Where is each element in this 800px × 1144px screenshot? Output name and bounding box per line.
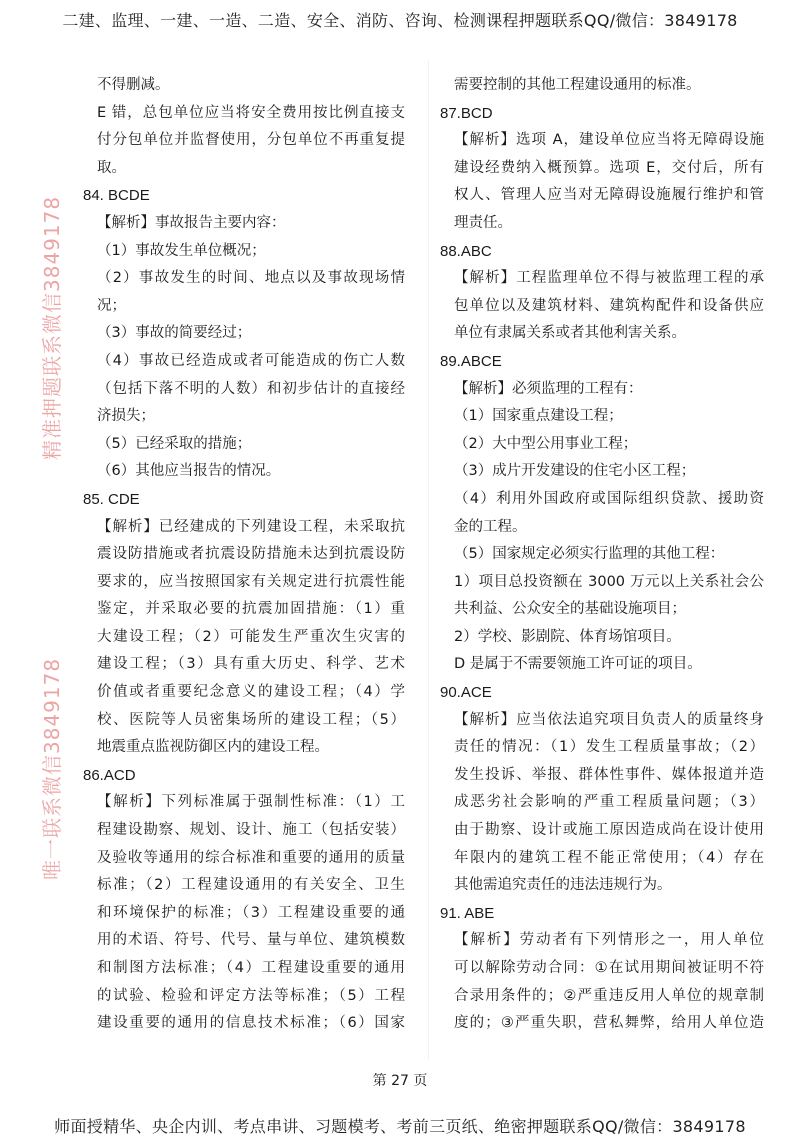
text-line: （5）已经采取的措施； (97, 435, 252, 452)
text-line: 成恶劣社会影响的严重工程质量问题；（3） (454, 794, 764, 811)
text-line: 【解析】已经建成的下列建设工程，未采取抗 (97, 518, 405, 535)
text-line: 建设经费纳入概预算。选项 E，交付后，所有 (454, 159, 764, 176)
text-line: 理责任。 (454, 214, 512, 231)
text-line: 【解析】劳动者有下列情形之一，用人单位 (454, 932, 764, 949)
header-banner: 二建、监理、一建、一造、二造、安全、消防、咨询、检测课程押题联系QQ/微信：3849178 (62, 11, 738, 30)
text-line: 的试验、检验和评定方法等标准；（5）工程 (97, 987, 405, 1004)
text-line: 大建设工程；（2）可能发生严重次生灾害的 (97, 628, 405, 645)
text-line: 包单位以及建筑材料、建筑构配件和设备供应 (454, 297, 764, 314)
text-line: 共利益、公众安全的基础设施项目； (454, 601, 686, 618)
text-line: 价值或者重要纪念意义的建设工程；（4）学 (97, 684, 405, 701)
answer-heading: 90.ACE (440, 684, 492, 702)
text-line: （4）利用外国政府或国际组织贷款、援助资 (454, 490, 764, 507)
right-column (440, 72, 764, 1038)
text-line: 地震重点监视防御区内的建设工程。 (97, 739, 329, 756)
answer-heading: 88.ABC (440, 242, 492, 260)
text-line: 发生投诉、举报、群体性事件、媒体报道并造 (454, 766, 764, 783)
text-line: 年限内的建筑工程不能正常使用；（4）存在 (454, 849, 764, 866)
text-line: 2）学校、影剧院、体育场馆项目。 (454, 628, 681, 645)
text-line: （1）国家重点建设工程； (454, 408, 623, 425)
text-line: 和制图方法标准；（4）工程建设重要的通用 (97, 960, 405, 976)
text-line: E 错，总包单位应当将安全费用按比例直接支 (97, 104, 405, 121)
text-line: 要求的，应当按照国家有关规定进行抗震性能 (97, 573, 405, 590)
watermark: 唯一联系微信3849178 (40, 657, 64, 880)
text-line: 【解析】工程监理单位不得与被监理工程的承 (454, 270, 764, 287)
text-line: 合录用条件的；②严重违反用人单位的规章制 (454, 987, 764, 1004)
text-line: 标准；（2）工程建设通用的有关安全、卫生 (97, 877, 405, 894)
text-line: （包括下落不明的人数）和初步估计的直接经 (97, 380, 405, 397)
text-line: 校、医院等人员密集场所的建设工程；（5） (97, 711, 405, 728)
answer-heading: 89.ABCE (440, 352, 502, 370)
column-divider (428, 60, 429, 1060)
text-line: 震设防措施或者抗震设防措施未达到抗震设防 (97, 546, 405, 563)
answer-heading: 91. ABE (440, 904, 495, 922)
text-line: 及验收等通用的综合标准和重要的通用的质量 (97, 849, 405, 866)
text-line: 付分包单位并监督使用，分包单位不再重复提 (97, 132, 405, 149)
text-line: 用的术语、符号、代号、量与单位、建筑模数 (97, 932, 405, 949)
text-line: 【解析】必须监理的工程有： (454, 380, 643, 397)
text-line: 济损失； (97, 408, 155, 425)
answer-heading: 86.ACD (83, 766, 136, 784)
page-number: 第 27 页 (372, 1073, 428, 1089)
text-line: （3）成片开发建设的住宅小区工程； (454, 463, 696, 480)
text-line: 程建设勘察、规划、设计、施工（包括安装） (97, 822, 405, 839)
answer-heading: 84. BCDE (83, 187, 150, 205)
text-line: 【解析】选项 A，建设单位应当将无障碍设施 (454, 132, 764, 149)
text-line: 1）项目总投资额在 3000 万元以上关系社会公 (454, 573, 764, 590)
text-line: 鉴定，并采取必要的抗震加固措施：（1）重 (97, 601, 405, 618)
text-line: （3）事故的简要经过； (97, 325, 252, 342)
text-line: 单位有隶属关系或者其他利害关系。 (454, 325, 686, 342)
text-line: 【解析】下列标准属于强制性标准：（1）工 (97, 794, 405, 811)
text-line: 责任的情况：（1）发生工程质量事故；（2） (454, 739, 764, 756)
text-line: （2）事故发生的时间、地点以及事故现场情 (97, 270, 405, 287)
text-line: （6）其他应当报告的情况。 (97, 463, 281, 480)
text-line: D 是属于不需要领施工许可证的项目。 (454, 656, 702, 673)
text-line: 况； (97, 297, 126, 314)
text-line: 建设工程；（3）具有重大历史、科学、艺术 (97, 656, 405, 673)
text-line: （5）国家规定必须实行监理的其他工程： (454, 546, 725, 563)
text-line: 权人、管理人应当对无障碍设施履行维护和管 (454, 187, 764, 204)
left-column (83, 72, 405, 1038)
text-line: 不得删减。 (97, 77, 170, 93)
text-line: 建设重要的通用的信息技术标准；（6）国家 (97, 1015, 405, 1032)
text-line: 需要控制的其他工程建设通用的标准。 (454, 77, 701, 93)
text-line: 金的工程。 (454, 518, 527, 535)
text-line: （4）事故已经造成或者可能造成的伤亡人数 (97, 352, 405, 369)
answer-heading: 85. CDE (83, 490, 140, 508)
text-line: （1）事故发生单位概况； (97, 242, 266, 259)
text-line: 度的；③严重失职，营私舞弊，给用人单位造 (454, 1015, 764, 1032)
footer-banner: 师面授精华、央企内训、考点串讲、习题模考、考前三页纸、绝密押题联系QQ/微信：3849178 (54, 1117, 746, 1136)
text-line: 【解析】应当依法追究项目负责人的质量终身 (454, 711, 764, 728)
watermark: 精准押题联系微信3849178 (40, 195, 64, 460)
text-line: 由于勘察、设计或施工原因造成尚在设计使用 (454, 822, 764, 839)
text-line: （2）大中型公用事业工程； (454, 435, 638, 452)
text-line: 可以解除劳动合同：①在试用期间被证明不符 (454, 960, 764, 976)
text-line: 【解析】事故报告主要内容： (97, 214, 286, 231)
text-line: 取。 (97, 159, 126, 176)
text-line: 其他需追究责任的违法违规行为。 (454, 877, 672, 894)
text-line: 和环境保护的标准；（3）工程建设重要的通 (97, 904, 405, 921)
answer-heading: 87.BCD (440, 104, 493, 122)
